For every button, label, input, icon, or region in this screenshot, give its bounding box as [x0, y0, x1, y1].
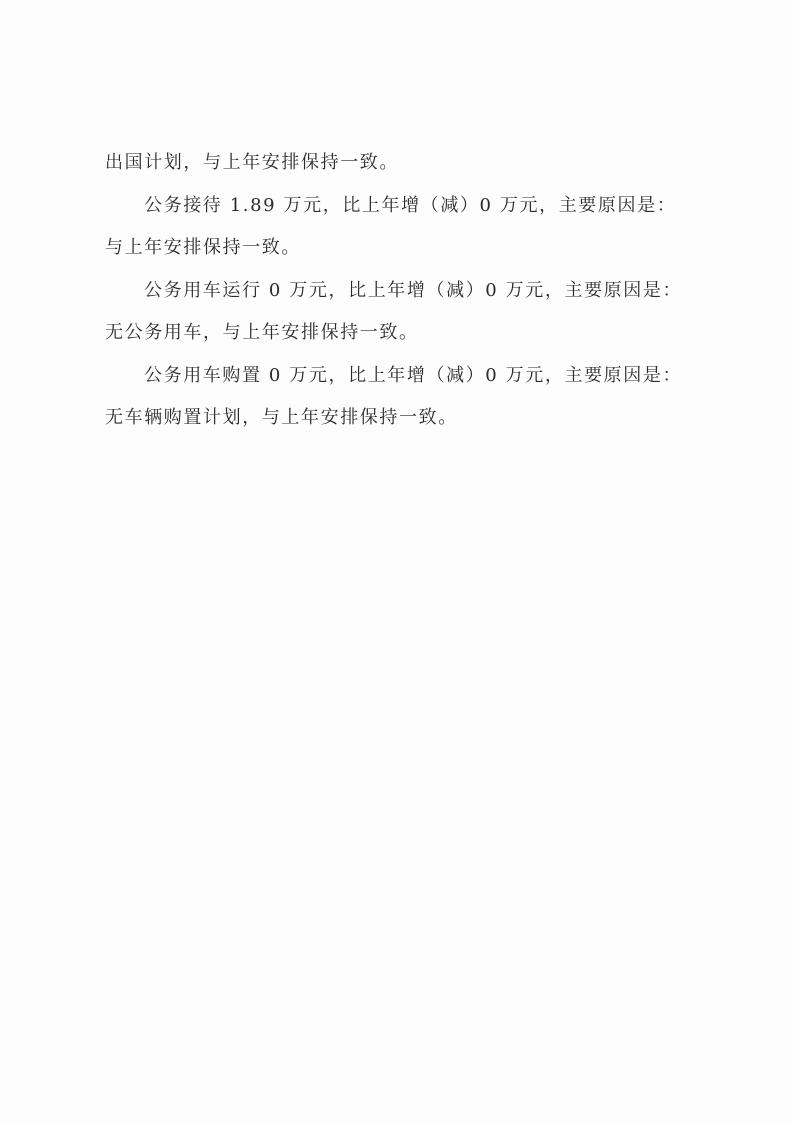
- paragraph-line: 公务用车运行 0 万元，比上年增（减）0 万元，主要原因是：: [144, 279, 683, 301]
- paragraph-line: 公务用车购置 0 万元，比上年增（减）0 万元，主要原因是：: [144, 364, 683, 386]
- paragraph-line: 出国计划，与上年安排保持一致。: [105, 152, 399, 173]
- paragraph-line: 无公务用车，与上年安排保持一致。: [105, 322, 419, 343]
- paragraph-line: 与上年安排保持一致。: [105, 237, 301, 258]
- document-body: [105, 142, 695, 440]
- paragraph-line: 公务接待 1.89 万元，比上年增（减）0 万元，主要原因是：: [144, 194, 677, 216]
- paragraph-line: 无车辆购置计划，与上年安排保持一致。: [105, 407, 458, 428]
